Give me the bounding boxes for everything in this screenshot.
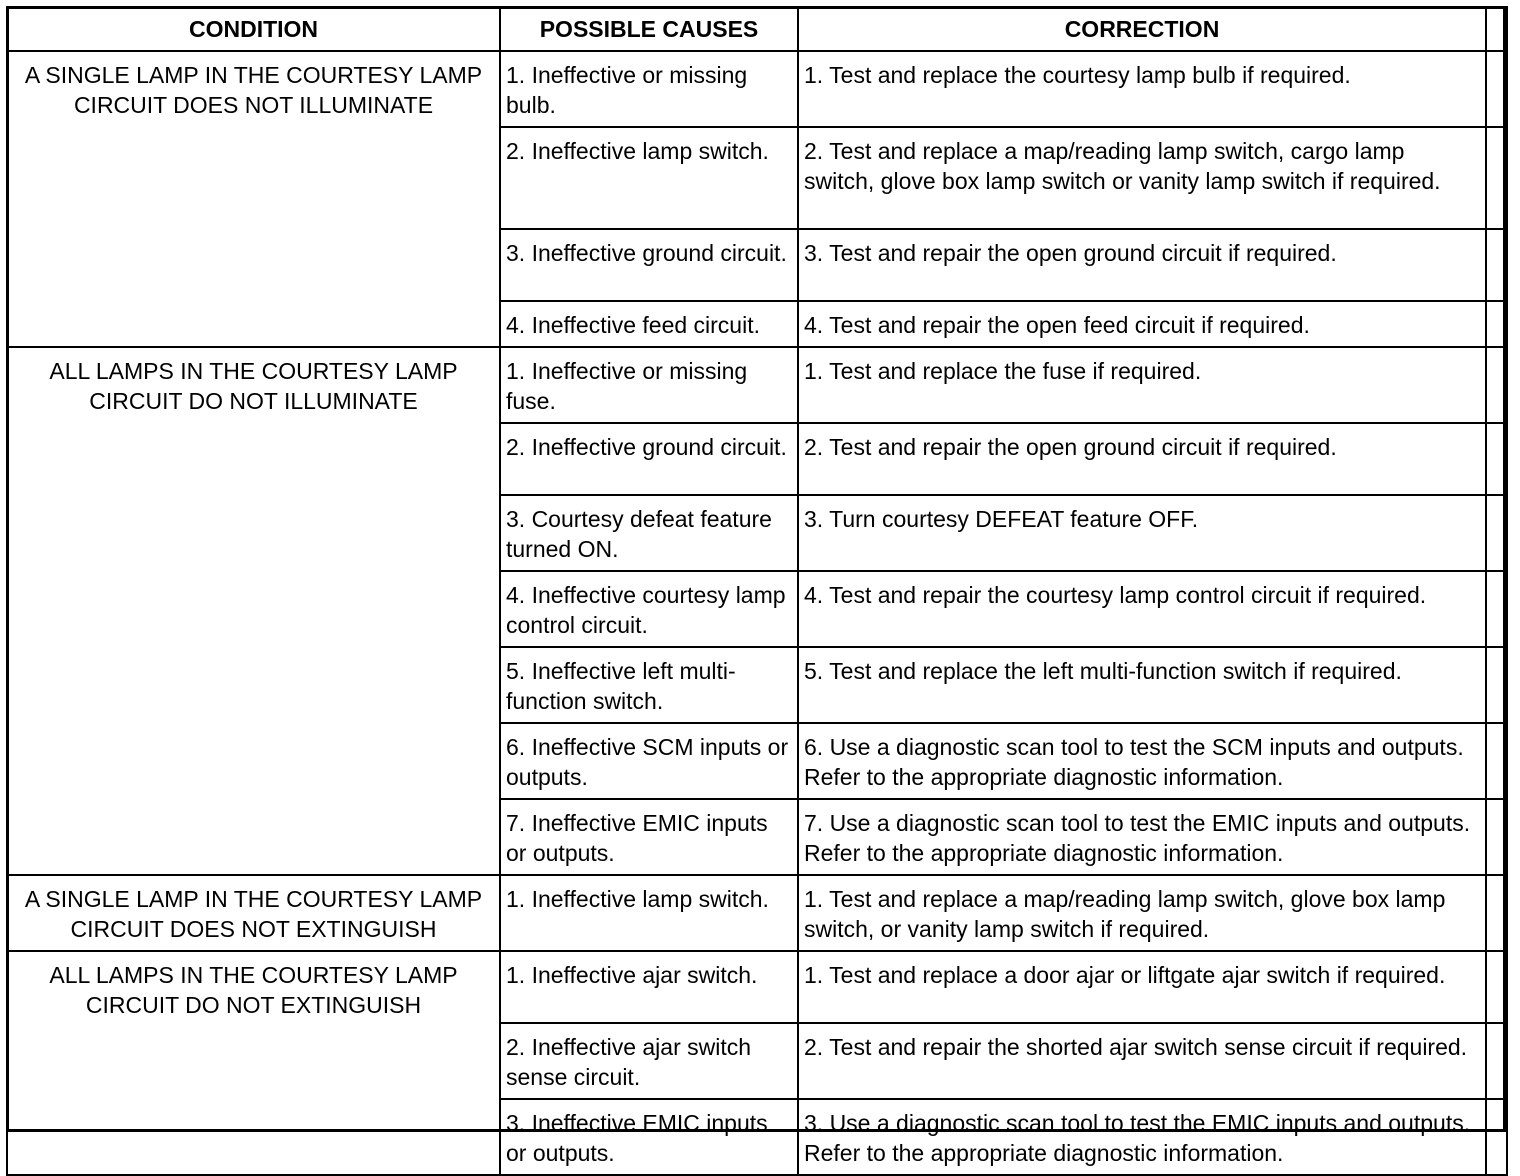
cause-cell: 2. Ineffective lamp switch. — [500, 127, 798, 229]
cause-cell: 4. Ineffective courtesy lamp control circuit. — [500, 571, 798, 647]
correction-cell: 2. Test and replace a map/reading lamp switch, cargo lamp switch, glove box lamp switch or vanity lamp switch if required. — [798, 127, 1486, 229]
header-condition: CONDITION — [7, 7, 500, 51]
table-frame — [6, 6, 1506, 1132]
cause-cell: 1. Ineffective or missing fuse. — [500, 347, 798, 423]
correction-cell: 6. Use a diagnostic scan tool to test the SCM inputs and outputs. Refer to the appropriate diagnostic information. — [798, 723, 1486, 799]
condition-cell: ALL LAMPS IN THE COURTESY LAMP CIRCUIT DO NOT ILLUMINATE — [7, 347, 500, 875]
cause-cell: 1. Ineffective or missing bulb. — [500, 51, 798, 127]
correction-cell: 1. Test and replace the fuse if required. — [798, 347, 1486, 423]
cause-cell: 1. Ineffective lamp switch. — [500, 875, 798, 951]
condition-cell: A SINGLE LAMP IN THE COURTESY LAMP CIRCUIT DOES NOT EXTINGUISH — [7, 875, 500, 951]
header-correction: CORRECTION — [798, 7, 1486, 51]
correction-cell: 2. Test and repair the open ground circuit if required. — [798, 423, 1486, 495]
correction-cell: 3. Turn courtesy DEFEAT feature OFF. — [798, 495, 1486, 571]
correction-cell: 5. Test and replace the left multi-function switch if required. — [798, 647, 1486, 723]
correction-cell: 1. Test and replace a map/reading lamp switch, glove box lamp switch, or vanity lamp switch if required. — [798, 875, 1486, 951]
header-possible-causes: POSSIBLE CAUSES — [500, 7, 798, 51]
condition-cell: ALL LAMPS IN THE COURTESY LAMP CIRCUIT DO NOT EXTINGUISH — [7, 951, 500, 1175]
cause-cell: 7. Ineffective EMIC inputs or outputs. — [500, 799, 798, 875]
correction-cell: 1. Test and replace a door ajar or liftgate ajar switch if required. — [798, 951, 1486, 1023]
correction-cell: 1. Test and replace the courtesy lamp bulb if required. — [798, 51, 1486, 127]
correction-cell: 3. Test and repair the open ground circuit if required. — [798, 229, 1486, 301]
cause-cell: 2. Ineffective ground circuit. — [500, 423, 798, 495]
cause-cell: 3. Courtesy defeat feature turned ON. — [500, 495, 798, 571]
cause-cell: 4. Ineffective feed circuit. — [500, 301, 798, 347]
cause-cell: 2. Ineffective ajar switch sense circuit. — [500, 1023, 798, 1099]
correction-cell: 2. Test and repair the shorted ajar switch sense circuit if required. — [798, 1023, 1486, 1099]
correction-cell: 3. Use a diagnostic scan tool to test the EMIC inputs and outputs. Refer to the appropriate diagnostic information. — [798, 1099, 1486, 1175]
correction-cell: 4. Test and repair the courtesy lamp control circuit if required. — [798, 571, 1486, 647]
cause-cell: 6. Ineffective SCM inputs or outputs. — [500, 723, 798, 799]
cause-cell: 5. Ineffective left multi-function switch. — [500, 647, 798, 723]
cause-cell: 3. Ineffective ground circuit. — [500, 229, 798, 301]
condition-cell: A SINGLE LAMP IN THE COURTESY LAMP CIRCUIT DOES NOT ILLUMINATE — [7, 51, 500, 347]
cause-cell: 1. Ineffective ajar switch. — [500, 951, 798, 1023]
correction-cell: 7. Use a diagnostic scan tool to test the EMIC inputs and outputs. Refer to the appropriate diagnostic information. — [798, 799, 1486, 875]
cause-cell: 3. Ineffective EMIC inputs or outputs. — [500, 1099, 798, 1175]
correction-cell: 4. Test and repair the open feed circuit if required. — [798, 301, 1486, 347]
